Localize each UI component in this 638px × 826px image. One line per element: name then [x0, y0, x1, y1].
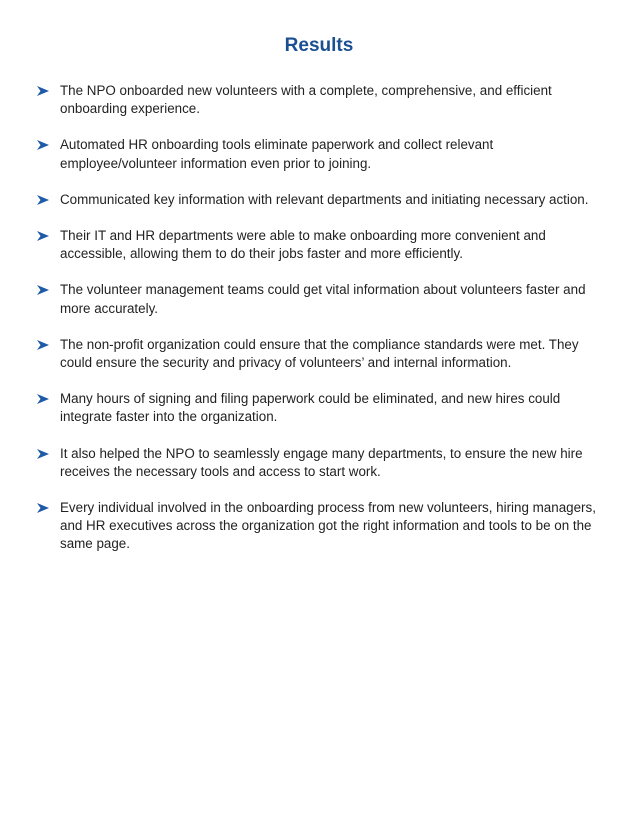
arrowhead-bullet-icon: [36, 230, 50, 242]
list-item-text: The non-profit organization could ensure that the compliance standards were met. They could ensure the security and privacy of volunteers’ and internal information.: [60, 336, 579, 371]
arrowhead-bullet-icon: [36, 502, 50, 514]
arrowhead-bullet-icon: [36, 194, 50, 206]
list-item: [36, 445, 596, 481]
list-item: [36, 227, 596, 263]
list-item-text: Communicated key information with relevant departments and initiating necessary action.: [60, 191, 589, 207]
list-item-text: Every individual involved in the onboarding process from new volunteers, hiring managers, and HR executives across the organization got the right information and tools to be on the same page.: [60, 500, 596, 552]
list-item-text: Their IT and HR departments were able to make onboarding more convenient and accessible, allowing them to do their jobs faster and more efficiently.: [60, 228, 546, 262]
list-item-text: It also helped the NPO to seamlessly engage many departments, to ensure the new hire receives the necessary tools and access to start work.: [60, 445, 583, 479]
list-item-text: The NPO onboarded new volunteers with a complete, comprehensive, and efficient onboarding experience.: [60, 83, 552, 117]
list-item-text: Automated HR onboarding tools eliminate paperwork and collect relevant employee/volunteer information even prior to joining.: [60, 137, 494, 171]
arrowhead-bullet-icon: [36, 339, 50, 351]
arrowhead-bullet-icon: [36, 139, 50, 151]
list-item: [36, 336, 596, 372]
list-item: [36, 390, 596, 426]
arrowhead-bullet-icon: [36, 85, 50, 97]
list-item-text: Many hours of signing and filing paperwork could be eliminated, and new hires could integrate faster into the organization.: [60, 391, 561, 425]
list-item: [36, 136, 596, 172]
arrowhead-bullet-icon: [36, 393, 50, 405]
results-list: [36, 82, 596, 572]
page-title: Results: [284, 35, 354, 56]
list-item: [36, 499, 596, 554]
list-item: [36, 281, 596, 317]
list-item-text: The volunteer management teams could get vital information about volunteers faster and more accurately.: [60, 282, 586, 316]
list-item: [36, 191, 596, 209]
arrowhead-bullet-icon: [36, 284, 50, 296]
arrowhead-bullet-icon: [36, 448, 50, 460]
list-item: [36, 82, 596, 118]
